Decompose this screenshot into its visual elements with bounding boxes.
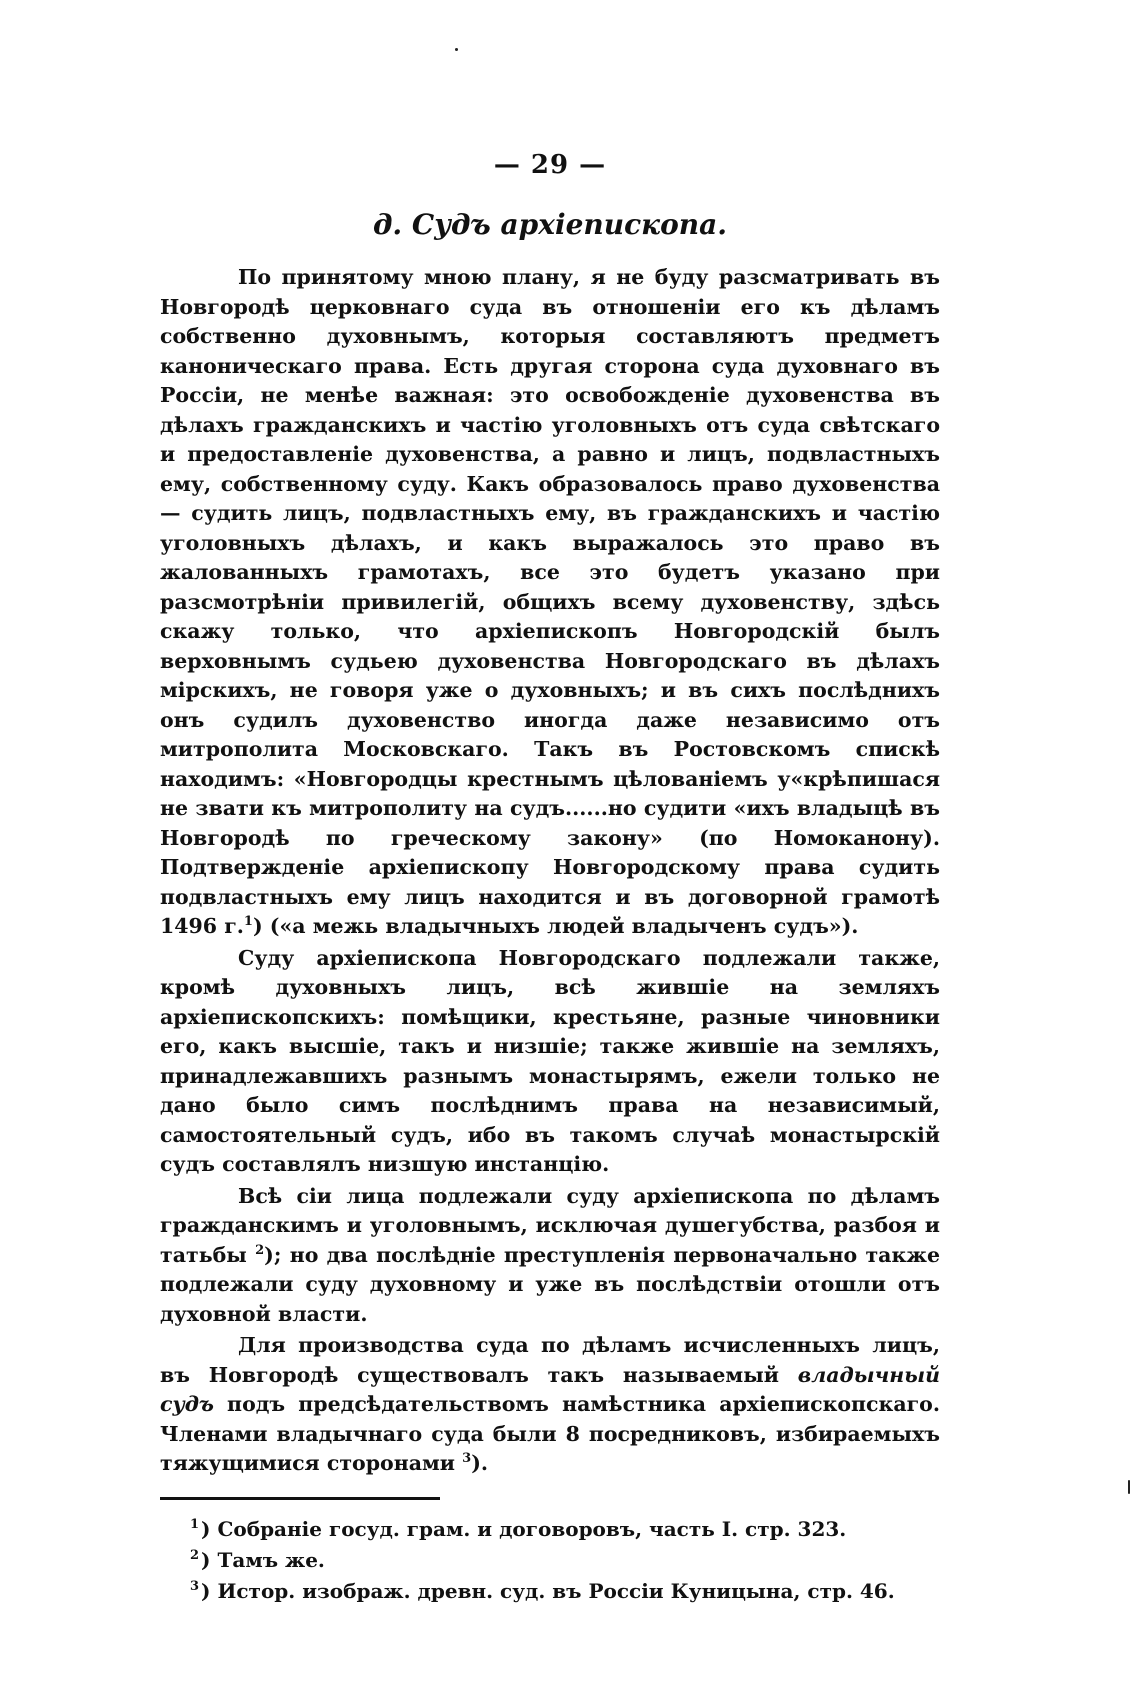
footnote-ref-1: 1 bbox=[243, 914, 253, 930]
paragraph-2 bbox=[160, 944, 940, 1180]
page bbox=[160, 150, 940, 1607]
scan-speck-top bbox=[455, 48, 458, 51]
footnote-3-mark: 3 bbox=[190, 1578, 200, 1594]
scan-speck-right bbox=[1128, 1480, 1130, 1494]
footnote-1-text: ) Собраніе госуд. грам. и договоровъ, часть I. стр. 323. bbox=[201, 1516, 847, 1541]
paragraph-1-text: По принятому мною плану, я не буду разсматривать въ Новгородѣ церковнаго суда въ отношеніи его къ дѣламъ собственно духовнымъ, которыя составляютъ предметъ каноническаго права. Есть другая сторона суда духовнаго въ Россіи, не менѣе важная: это освобожденіе духовенства въ дѣлахъ гражданскихъ и частію уголовныхъ отъ суда свѣтскаго и предоставленіе духовенства, а равно и лицъ, подвластныхъ ему, собственному суду. Какъ образовалось право духовенства — судить лицъ, подвластныхъ ему, въ гражданскихъ и частію уголовныхъ дѣлахъ, и какъ выражалось это право въ жалованныхъ грамотахъ, все это будетъ указано при разсмотрѣніи привилегій, общихъ всему духовенству, здѣсь скажу только, что архіепископъ Новгородскій былъ верховнымъ судьею духовенства Новгородскаго въ дѣлахъ мірскихъ, не говоря уже о духовныхъ; и въ сихъ послѣднихъ онъ судилъ духовенство иногда даже независимо отъ митрополита Московскаго. Такъ въ Ростовскомъ спискѣ находимъ: «Новгородцы крестнымъ цѣлованіемъ у«крѣпишася не звати къ митрополиту на судъ......но судити «ихъ владыцѣ въ Новгородѣ по греческому закону» (по Номоканону). Подтвержденіе архіепископу Новгородскому права судить подвластныхъ ему лицъ находится и въ договорной грамотѣ 1496 г. bbox=[160, 265, 940, 938]
paragraph-4-text: подъ предсѣдательствомъ намѣстника архіепископскаго. Членами владычнаго суда были 8 посредниковъ, избираемыхъ тяжущимися сторонами bbox=[160, 1392, 940, 1475]
paragraph-4: Для производства суда по дѣламъ исчисленныхъ лицъ, въ Новгородѣ существовалъ такъ называемый владычный судъ подъ предсѣдательствомъ намѣстника архіепископскаго. Членами владычнаго суда были 8 посредниковъ, избираемыхъ тяжущимися сторонами $^3$). bbox=[160, 1333, 940, 1475]
body-text bbox=[160, 263, 940, 1479]
footnote-3-text: ) Истор. изображ. древн. суд. въ Россіи Куницына, стр. 46. bbox=[201, 1578, 895, 1603]
footnote-2 bbox=[190, 1545, 940, 1576]
footnote-ref-3: 3 bbox=[462, 1451, 472, 1467]
paragraph-2-text: Суду архіепископа Новгородскаго подлежали также, кромѣ духовныхъ лицъ, всѣ жившіе на земляхъ архіепископскихъ: помѣщики, крестьяне, разные чиновники его, какъ высшіе, такъ и низшіе; также жившіе на земляхъ, принадлежавшихъ разнымъ монастырямъ, ежели только не дано было симъ послѣднимъ права на независимый, самостоятельный судъ, ибо въ такомъ случаѣ монастырскій судъ составлялъ низшую инстанцію. bbox=[160, 945, 940, 1176]
footnote-1-mark: 1 bbox=[190, 1516, 200, 1532]
footnote-ref-2: 2 bbox=[255, 1242, 265, 1258]
paragraph-4-tail: . bbox=[480, 1451, 489, 1475]
page-number: — 29 — bbox=[493, 150, 607, 180]
paragraph-3-text: Всѣ сіи лица подлежали суду архіепископа по дѣламъ гражданскимъ и уголовнымъ, исключая душегубства, разбоя и татьбы bbox=[160, 1183, 940, 1267]
footnote-1 bbox=[190, 1514, 940, 1545]
paragraph-4-lead: Для производства суда по дѣламъ исчисленныхъ лицъ, въ Новгородѣ существовалъ такъ называемый bbox=[160, 1333, 940, 1387]
paragraph-3-tail: ; но два послѣдніе преступленія первоначально также подлежали суду духовному и уже въ послѣдствіи отошли отъ духовной власти. bbox=[160, 1242, 940, 1326]
footnote-2-mark: 2 bbox=[190, 1547, 200, 1563]
footnote-3 bbox=[190, 1576, 940, 1607]
footnotes bbox=[160, 1514, 940, 1607]
footnote-separator bbox=[160, 1497, 440, 1500]
paragraph-4-italic-term: владычный судъ bbox=[160, 1362, 940, 1416]
footnote-2-text: ) Тамъ же. bbox=[201, 1547, 325, 1572]
paragraph-3: Всѣ сіи лица подлежали суду архіепископа по дѣламъ гражданскимъ и уголовнымъ, исключая душегубства, разбоя и татьбы $^2$); но два послѣдніе преступленія первоначально также подлежали суду духовному и уже въ послѣдствіи отошли отъ духовной власти. bbox=[160, 1183, 940, 1326]
paragraph-1: По принятому мною плану, я не буду разсматривать въ Новгородѣ церковнаго суда въ отношеніи его къ дѣламъ собственно духовнымъ, которыя составляютъ предметъ каноническаго права. Есть другая сторона суда духовнаго въ Россіи, не менѣе важная: это освобожденіе духовенства въ дѣлахъ гражданскихъ и частію уголовныхъ отъ суда свѣтскаго и предоставленіе духовенства, а равно и лицъ, подвластныхъ ему, собственному суду. Какъ образовалось право духовенства — судить лицъ, подвластныхъ ему, въ гражданскихъ и частію уголовныхъ дѣлахъ, и какъ выражалось это право въ жалованныхъ грамотахъ, все это будетъ указано при разсмотрѣніи привилегій, общихъ всему духовенству, здѣсь скажу только, что архіепископъ Новгородскій былъ верховнымъ судьею духовенства Новгородскаго въ дѣлахъ мірскихъ, не говоря уже о духовныхъ; и въ сихъ послѣднихъ онъ судилъ духовенство иногда даже независимо отъ митрополита Московскаго. Такъ въ Ростовскомъ спискѣ находимъ: «Новгородцы крестнымъ цѣлованіемъ у«крѣпишася не звати къ митрополиту на судъ......но судити «ихъ владыцѣ въ Новгородѣ по греческому закону» (по Номоканону). Подтвержденіе архіепископу Новгородскому права судить подвластныхъ ему лицъ находится и въ договорной грамотѣ 1496 г.$^1$) («а межь владычныхъ людей владыченъ судъ»). bbox=[160, 265, 940, 938]
section-title: д. Судъ архіепископа. bbox=[372, 208, 728, 241]
paragraph-1-tail: («а межь владычныхъ людей владыченъ судъ»). bbox=[262, 914, 859, 938]
